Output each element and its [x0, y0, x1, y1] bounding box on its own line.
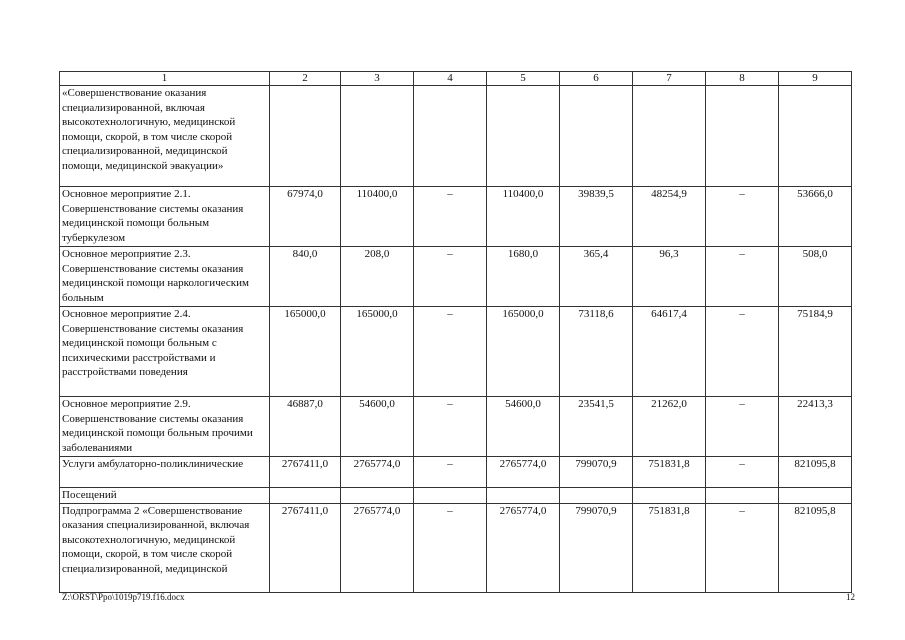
value-cell — [706, 86, 779, 187]
value-cell: 365,4 — [560, 247, 633, 307]
file-path: Z:\ORST\Ppo\1019p719.f16.docx — [62, 592, 185, 602]
value-cell: 751831,8 — [633, 457, 706, 488]
value-cell — [270, 86, 341, 187]
value-cell: 21262,0 — [633, 397, 706, 457]
table-row — [60, 307, 852, 397]
value-cell — [487, 86, 560, 187]
value-cell — [706, 488, 779, 504]
value-cell: – — [706, 247, 779, 307]
value-cell — [487, 488, 560, 504]
column-number-2: 2 — [270, 72, 341, 86]
column-number-4: 4 — [414, 72, 487, 86]
value-cell — [560, 86, 633, 187]
value-cell: 165000,0 — [270, 307, 341, 397]
value-cell: – — [706, 397, 779, 457]
table-body — [60, 72, 852, 593]
value-cell — [560, 488, 633, 504]
value-cell: – — [414, 247, 487, 307]
column-number-8: 8 — [706, 72, 779, 86]
value-cell: 22413,3 — [779, 397, 852, 457]
row-title: Посещений — [60, 488, 270, 504]
value-cell: 53666,0 — [779, 187, 852, 247]
budget-table — [59, 71, 852, 593]
document-table-container — [59, 71, 852, 593]
value-cell: 165000,0 — [341, 307, 414, 397]
value-cell: 2765774,0 — [341, 457, 414, 488]
value-cell: 110400,0 — [487, 187, 560, 247]
table-row — [60, 503, 852, 592]
table-row — [60, 86, 852, 187]
value-cell — [341, 86, 414, 187]
value-cell: 2765774,0 — [487, 457, 560, 488]
value-cell — [270, 488, 341, 504]
value-cell: 75184,9 — [779, 307, 852, 397]
value-cell: 751831,8 — [633, 503, 706, 592]
value-cell: 48254,9 — [633, 187, 706, 247]
value-cell: – — [706, 187, 779, 247]
value-cell: – — [706, 503, 779, 592]
value-cell — [633, 488, 706, 504]
value-cell: – — [414, 457, 487, 488]
value-cell — [341, 488, 414, 504]
value-cell: 2767411,0 — [270, 503, 341, 592]
column-number-3: 3 — [341, 72, 414, 86]
value-cell — [414, 488, 487, 504]
value-cell: 799070,9 — [560, 457, 633, 488]
value-cell — [779, 86, 852, 187]
value-cell: – — [414, 503, 487, 592]
value-cell: – — [414, 307, 487, 397]
value-cell: – — [414, 397, 487, 457]
value-cell: 508,0 — [779, 247, 852, 307]
table-row — [60, 397, 852, 457]
column-number-5: 5 — [487, 72, 560, 86]
value-cell: 54600,0 — [487, 397, 560, 457]
column-number-6: 6 — [560, 72, 633, 86]
value-cell: 39839,5 — [560, 187, 633, 247]
row-title: Основное мероприятие 2.4. Совершенствование системы оказания медицинской помощи больным с психическими расстройствами и расстройствами поведения — [60, 307, 270, 397]
row-title: Основное мероприятие 2.3. Совершенствование системы оказания медицинской помощи наркологическим больным — [60, 247, 270, 307]
value-cell: 208,0 — [341, 247, 414, 307]
value-cell: 821095,8 — [779, 503, 852, 592]
value-cell: 840,0 — [270, 247, 341, 307]
value-cell — [414, 86, 487, 187]
row-title: Основное мероприятие 2.9. Совершенствование системы оказания медицинской помощи больным прочими заболеваниями — [60, 397, 270, 457]
value-cell: – — [414, 187, 487, 247]
table-row — [60, 247, 852, 307]
value-cell: – — [706, 457, 779, 488]
value-cell: 821095,8 — [779, 457, 852, 488]
value-cell: 165000,0 — [487, 307, 560, 397]
table-row — [60, 488, 852, 504]
row-title: Услуги амбулаторно-поликлинические — [60, 457, 270, 488]
value-cell: 110400,0 — [341, 187, 414, 247]
value-cell — [779, 488, 852, 504]
value-cell: – — [706, 307, 779, 397]
value-cell: 799070,9 — [560, 503, 633, 592]
header-row — [60, 72, 852, 86]
column-number-1: 1 — [60, 72, 270, 86]
value-cell — [633, 86, 706, 187]
value-cell: 64617,4 — [633, 307, 706, 397]
column-number-7: 7 — [633, 72, 706, 86]
row-title: «Совершенствование оказания специализированной, включая высокотехнологичную, медицинской помощи, скорой, в том числе скорой специализированной, медицинской помощи, медицинской эвакуации» — [60, 86, 270, 187]
column-number-9: 9 — [779, 72, 852, 86]
value-cell: 2765774,0 — [341, 503, 414, 592]
value-cell: 23541,5 — [560, 397, 633, 457]
value-cell: 46887,0 — [270, 397, 341, 457]
table-row — [60, 457, 852, 488]
value-cell: 73118,6 — [560, 307, 633, 397]
value-cell: 67974,0 — [270, 187, 341, 247]
value-cell: 2767411,0 — [270, 457, 341, 488]
value-cell: 54600,0 — [341, 397, 414, 457]
value-cell: 2765774,0 — [487, 503, 560, 592]
value-cell: 96,3 — [633, 247, 706, 307]
row-title: Основное мероприятие 2.1. Совершенствование системы оказания медицинской помощи больным туберкулезом — [60, 187, 270, 247]
table-row — [60, 187, 852, 247]
value-cell: 1680,0 — [487, 247, 560, 307]
row-title: Подпрограмма 2 «Совершенствование оказания специализированной, включая высокотехнологичную, медицинской помощи, скорой, в том числе скорой специализированной, медицинской — [60, 503, 270, 592]
page-number: 12 — [846, 592, 855, 602]
